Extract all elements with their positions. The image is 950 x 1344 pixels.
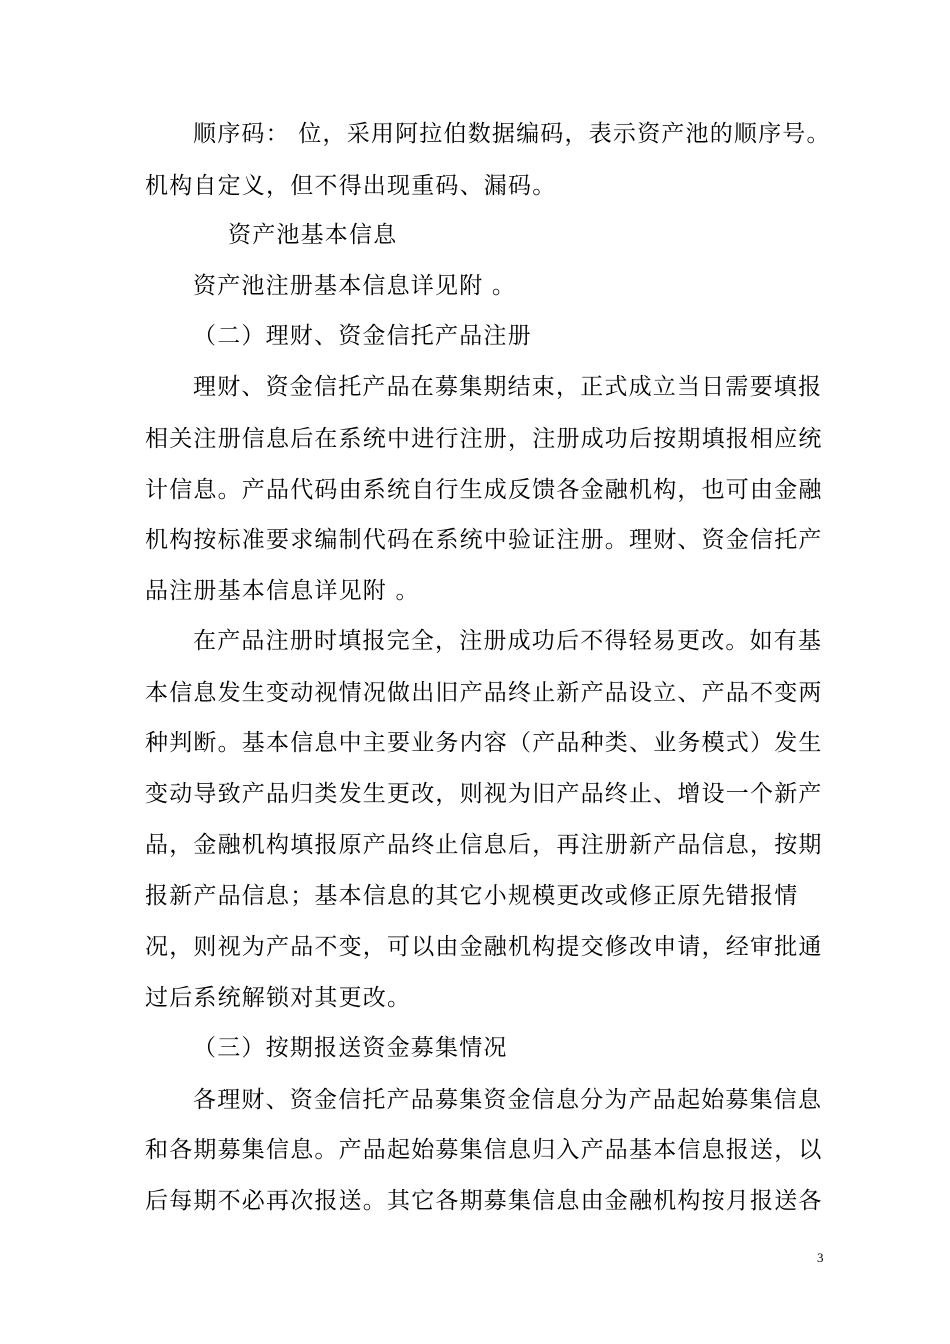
text-line-17: 况，则视为产品不变，可以由金融机构提交修改申请，经审批通 bbox=[145, 934, 823, 960]
text-line-10: 品注册基本信息详见附 。 bbox=[145, 578, 420, 604]
text-line-1: 顺序码： 位，采用阿拉伯数据编码，表示资产池的顺序号。 bbox=[193, 121, 831, 147]
text-line-21: 和各期募集信息。产品起始募集信息归入产品基本信息报送，以 bbox=[145, 1137, 823, 1163]
section-heading-asset-pool-info: 资产池基本信息 bbox=[228, 222, 398, 248]
text-line-18: 过后系统解锁对其更改。 bbox=[145, 985, 412, 1011]
text-line-4: 资产池注册基本信息详见附 。 bbox=[193, 273, 517, 299]
text-line-7: 相关注册信息后在系统中进行注册，注册成功后按期填报相应统 bbox=[145, 426, 823, 452]
text-line-20: 各理财、资金信托产品募集资金信息分为产品起始募集信息 bbox=[193, 1087, 823, 1113]
text-line-6: 理财、资金信托产品在募集期结束，正式成立当日需要填报 bbox=[193, 374, 823, 400]
text-line-15: 品，金融机构填报原产品终止信息后，再注册新产品信息，按期 bbox=[145, 832, 823, 858]
text-line-14: 变动导致产品归类发生更改，则视为旧产品终止、增设一个新产 bbox=[145, 781, 823, 807]
text-line-13: 种判断。基本信息中主要业务内容（产品种类、业务模式）发生 bbox=[145, 730, 823, 756]
text-line-11: 在产品注册时填报完全，注册成功后不得轻易更改。如有基 bbox=[193, 628, 823, 654]
page-number: 3 bbox=[817, 1250, 824, 1265]
text-line-9: 机构按标准要求编制代码在系统中验证注册。理财、资金信托产 bbox=[145, 527, 823, 553]
section-heading-fundraising: （三）按期报送资金募集情况 bbox=[193, 1035, 508, 1061]
text-line-8: 计信息。产品代码由系统自行生成反馈各金融机构，也可由金融 bbox=[145, 477, 823, 503]
text-line-12: 本信息发生变动视情况做出旧产品终止新产品设立、产品不变两 bbox=[145, 680, 823, 706]
section-heading-product-registration: （二）理财、资金信托产品注册 bbox=[193, 323, 532, 349]
text-line-22: 后每期不必再次报送。其它各期募集信息由金融机构按月报送各 bbox=[145, 1188, 823, 1214]
text-line-2: 机构自定义，但不得出现重码、漏码。 bbox=[145, 173, 557, 199]
text-line-16: 报新产品信息；基本信息的其它小规模更改或修正原先错报情 bbox=[145, 883, 799, 909]
